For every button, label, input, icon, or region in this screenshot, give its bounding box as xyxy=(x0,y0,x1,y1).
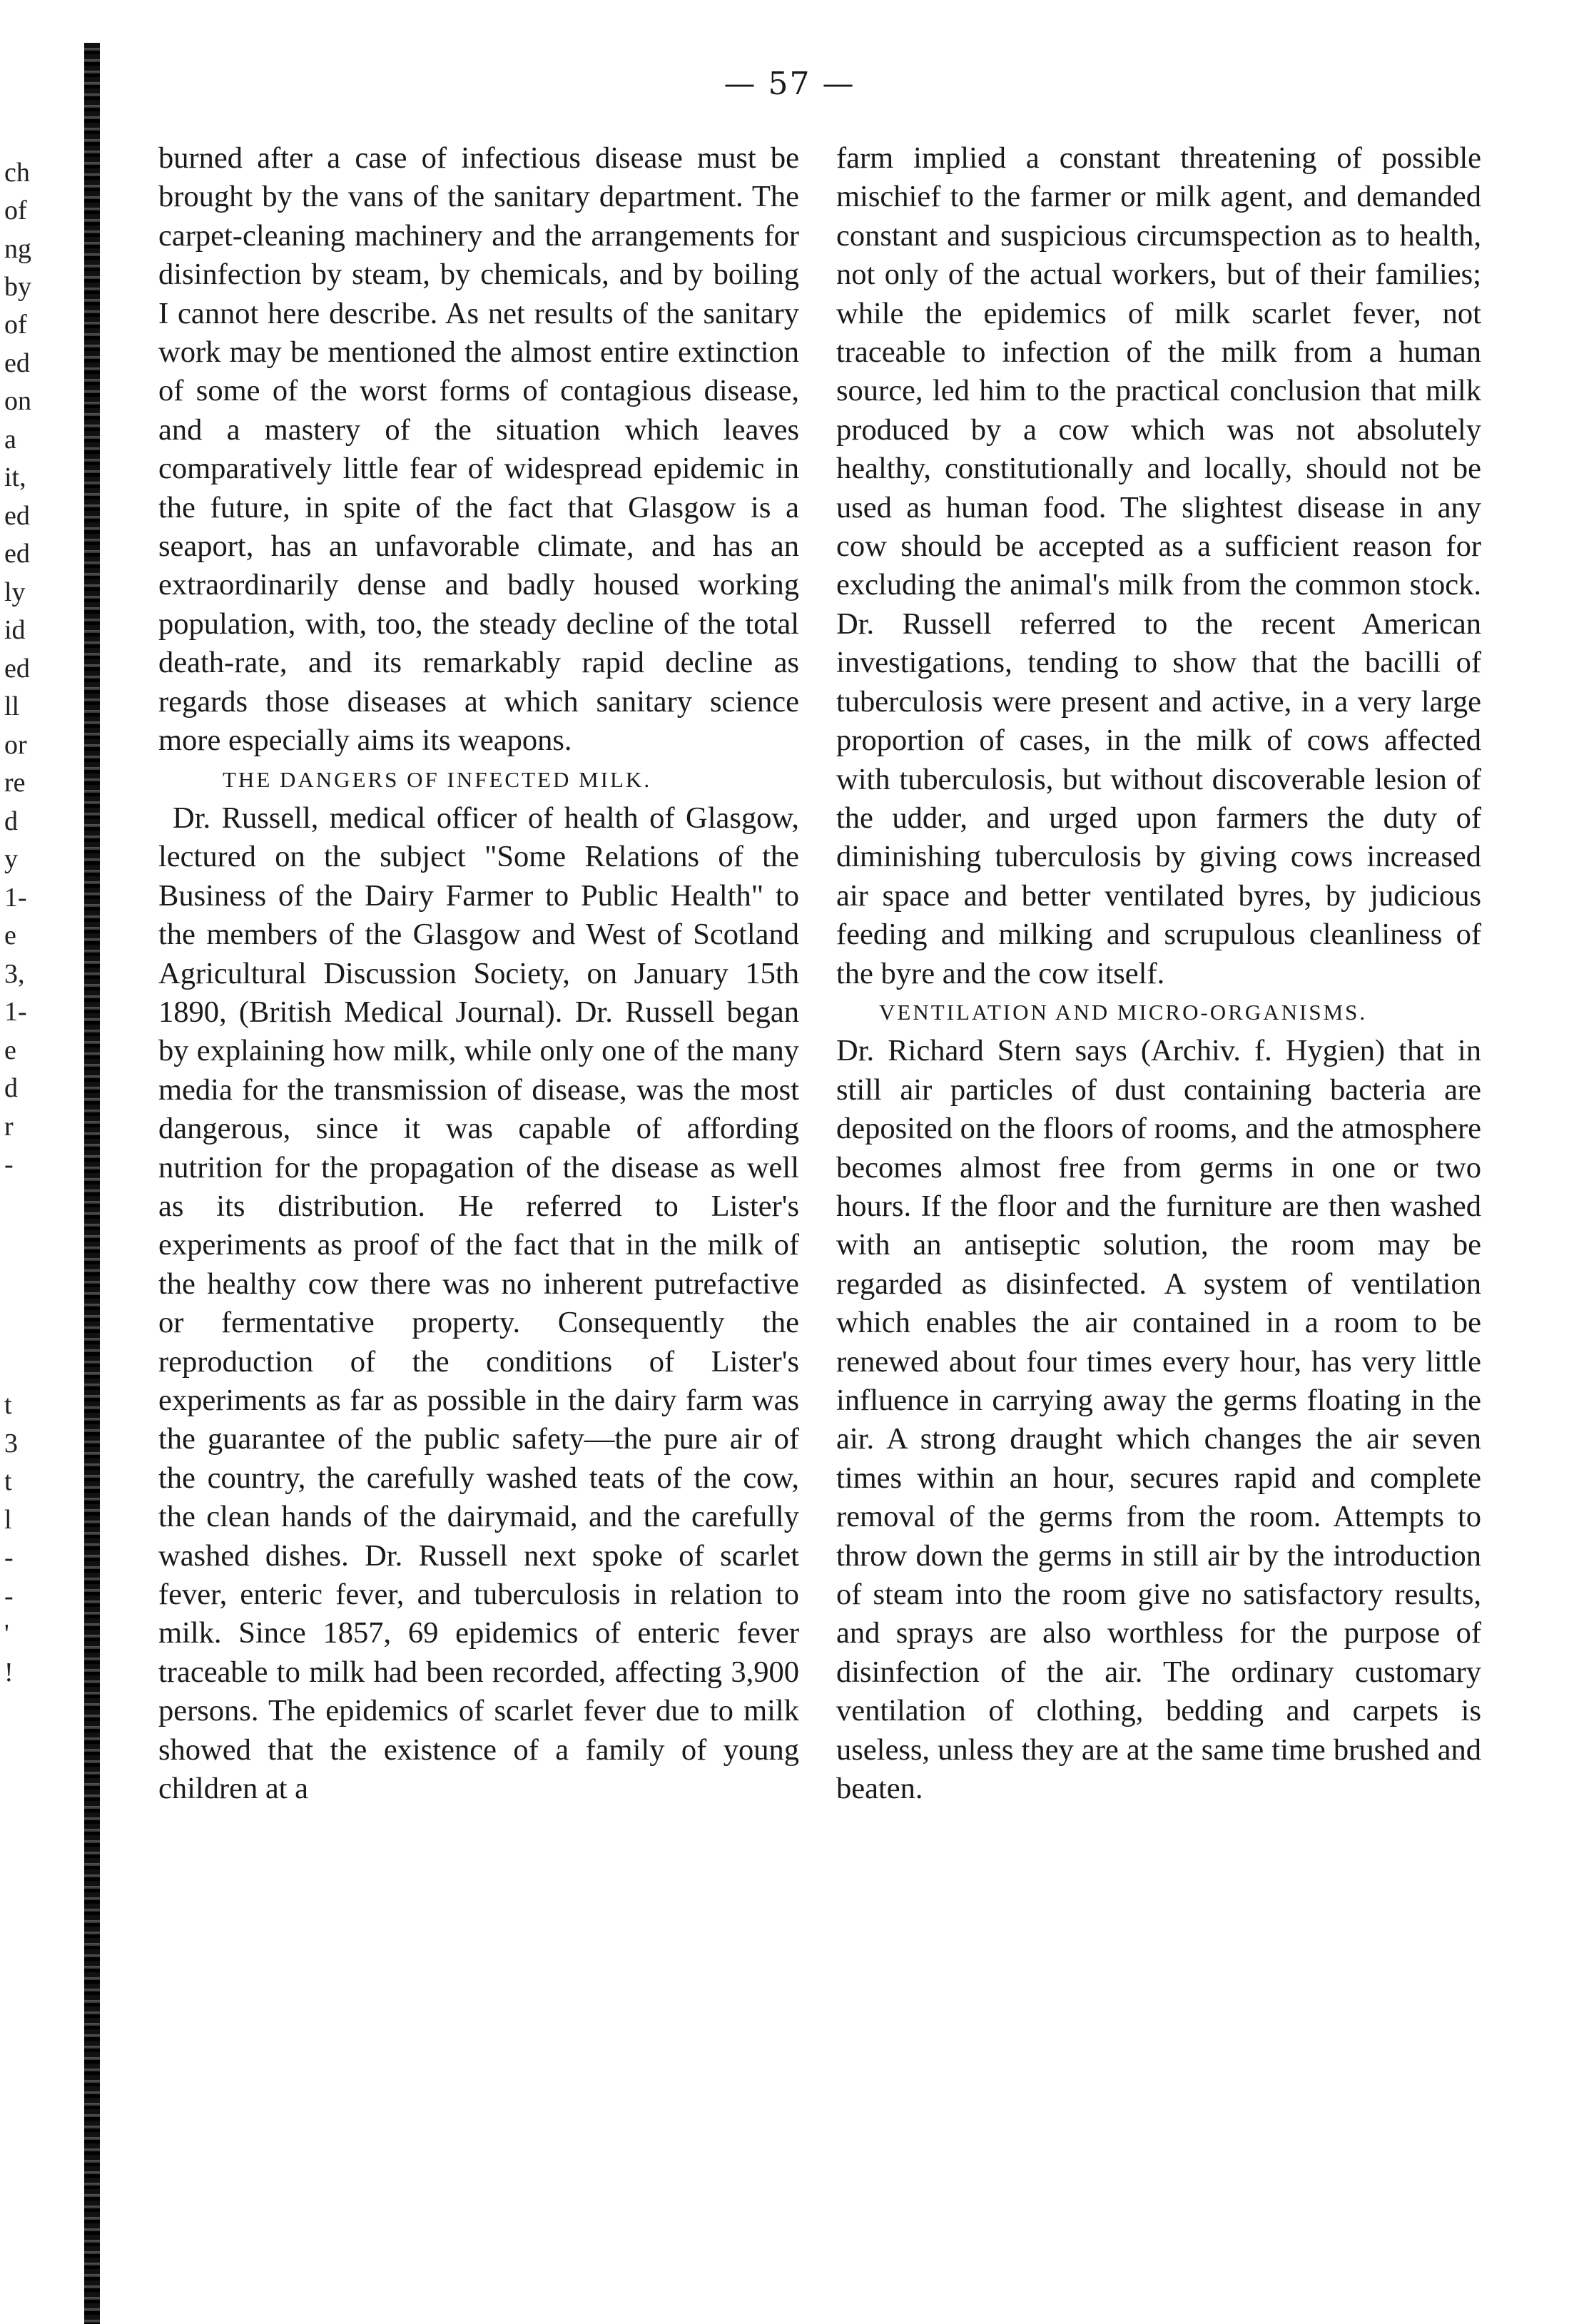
left-column xyxy=(158,139,799,1808)
gutter-fragment: ! xyxy=(4,1658,14,1688)
gutter-fragment: ll xyxy=(4,691,20,721)
gutter-fragment: l xyxy=(4,1505,12,1535)
gutter-fragment: ed xyxy=(4,539,30,569)
gutter-fragment: - xyxy=(4,1581,14,1611)
left-paragraph-continued: burned after a case of infectious disease must be brought by the vans of the sanitary department. The carpet-cleaning machinery and the arrangements for disinfection by steam, by chemicals, and by boiling I cannot here describe. As net results of the sanitary work may be mentioned the almost entire extinction of some of the worst forms of contagious disease, and a mastery of the situation which leaves comparatively little fear of widespread epidemic in the future, in spite of the fact that Glasgow is a seaport, has an unfavorable climate, and has an extraordinarily dense and badly housed working population, with, too, the steady decline of the total death-rate, and its remarkably rapid decline as regards those diseases at which sanitary science more especially aims its weapons. xyxy=(158,141,799,758)
right-column xyxy=(836,139,1481,1808)
gutter-fragment: 3 xyxy=(4,1429,18,1458)
gutter-fragment: d xyxy=(4,1073,18,1103)
right-paragraph-stern: Dr. Richard Stern says (Archiv. f. Hygien) that in still air particles of dust containing bacteria are deposited on the floors of rooms, and the atmosphere becomes almost free from germs in one or two hours. If the floor and the furniture are then washed with an antiseptic solution, the room may be regarded as disinfected. A system of ventilation which enables the air contained in a room to be renewed about four times every hour, has very little influence in carrying away the germs floating in the air. A strong draught which changes the air seven times within an hour, secures rapid and complete removal of the germs from the room. Attempts to throw down the germs in still air by the introduction of steam into the room give no satisfactory results, and sprays are also worthless for the purpose of disinfection of the air. The ordinary customary ventilation of clothing, bedding and carpets is useless, unless they are at the same time brushed and beaten. xyxy=(836,1034,1481,1806)
gutter-fragment: d xyxy=(4,806,18,836)
gutter-fragment: re xyxy=(4,768,26,798)
gutter-fragment: e xyxy=(4,920,16,950)
gutter-fragment: of xyxy=(4,310,27,340)
gutter-fragment: 1- xyxy=(4,997,27,1027)
gutter-fragment: ly xyxy=(4,577,26,607)
gutter-fragment: ' xyxy=(4,1619,9,1649)
gutter-fragment: - xyxy=(4,1543,14,1573)
facing-page-margin-fragments xyxy=(0,0,82,2324)
gutter-fragment: or xyxy=(4,730,27,760)
gutter-fragment: ng xyxy=(4,234,31,264)
book-spine-shadow xyxy=(84,43,100,2324)
gutter-fragment: e xyxy=(4,1035,16,1065)
gutter-fragment: it, xyxy=(4,462,26,492)
section-heading-infected-milk: THE DANGERS OF INFECTED MILK. xyxy=(223,766,652,792)
gutter-fragment: 1- xyxy=(4,883,27,913)
page-number: — 57 — xyxy=(724,66,855,102)
gutter-fragment: a xyxy=(4,425,16,455)
gutter-fragment: by xyxy=(4,272,31,302)
gutter-fragment: ch xyxy=(4,158,30,188)
gutter-fragment: ed xyxy=(4,348,30,378)
gutter-fragment: t xyxy=(4,1466,12,1496)
gutter-fragment: id xyxy=(4,615,26,645)
gutter-fragment: of xyxy=(4,196,27,225)
gutter-fragment: r xyxy=(4,1112,14,1142)
gutter-fragment: ed xyxy=(4,501,30,531)
right-paragraph-continued: farm implied a constant threatening of possible mischief to the farmer or milk agent, and demanded constant and suspicious circumspection as to health, not only of the actual workers, but of their families; while the epidemics of milk scarlet fever, not traceable to infection of the milk from a human source, led him to the practical conclusion that milk produced by a cow which was not absolutely healthy, constitutionally and locally, should not be used as human food. The slightest disease in any cow should be accepted as a sufficient reason for excluding the animal's milk from the common stock. Dr. Russell referred to the recent American investigations, tending to show that the bacilli of tuberculosis were present and active, in a very large proportion of cases, in the milk of cows affected with tuberculosis, but without discoverable lesion of the udder, and urged upon farmers the duty of diminishing tuberculosis by giving cows increased air space and better ventilated byres, by judicious feeding and milking and scrupulous cleanliness of the byre and the cow itself. xyxy=(836,141,1481,990)
gutter-fragment: on xyxy=(4,386,31,416)
gutter-fragment: y xyxy=(4,844,18,874)
gutter-fragment: ed xyxy=(4,654,30,684)
gutter-fragment: 3, xyxy=(4,959,25,989)
left-paragraph-russell: Dr. Russell, medical officer of health of Glasgow, lectured on the subject "Some Relations of the Business of the Dairy Farmer to Public Health" to the members of the Glasgow and West of Scotland Agricultural Discussion Society, on January 15th 1890, (British Medical Journal). Dr. Russell began by explaining how milk, while only one of the many media for the transmission of disease, was the most dangerous, since it was capable of affording nutrition for the propagation of the disease as well as its distribution. He referred to Lister's experiments as proof of the fact that in the milk of the healthy cow there was no inherent putrefactive or fermentative property. Consequently the reproduction of the conditions of Lister's experiments as far as possible in the dairy farm was the guarantee of the public safety—the pure air of the country, the carefully washed teats of the cow, the clean hands of the dairymaid, and the carefully washed dishes. Dr. Russell next spoke of scarlet fever, enteric fever, and tuberculosis in relation to milk. Since 1857, 69 epidemics of enteric fever traceable to milk had been recorded, affecting 3,900 persons. The epidemics of scarlet fever due to milk showed that the existence of a family of young children at a xyxy=(158,801,799,1806)
gutter-fragment: t xyxy=(4,1390,12,1420)
section-heading-ventilation: VENTILATION AND MICRO-ORGANISMS. xyxy=(879,999,1368,1025)
gutter-fragment: - xyxy=(4,1150,14,1179)
